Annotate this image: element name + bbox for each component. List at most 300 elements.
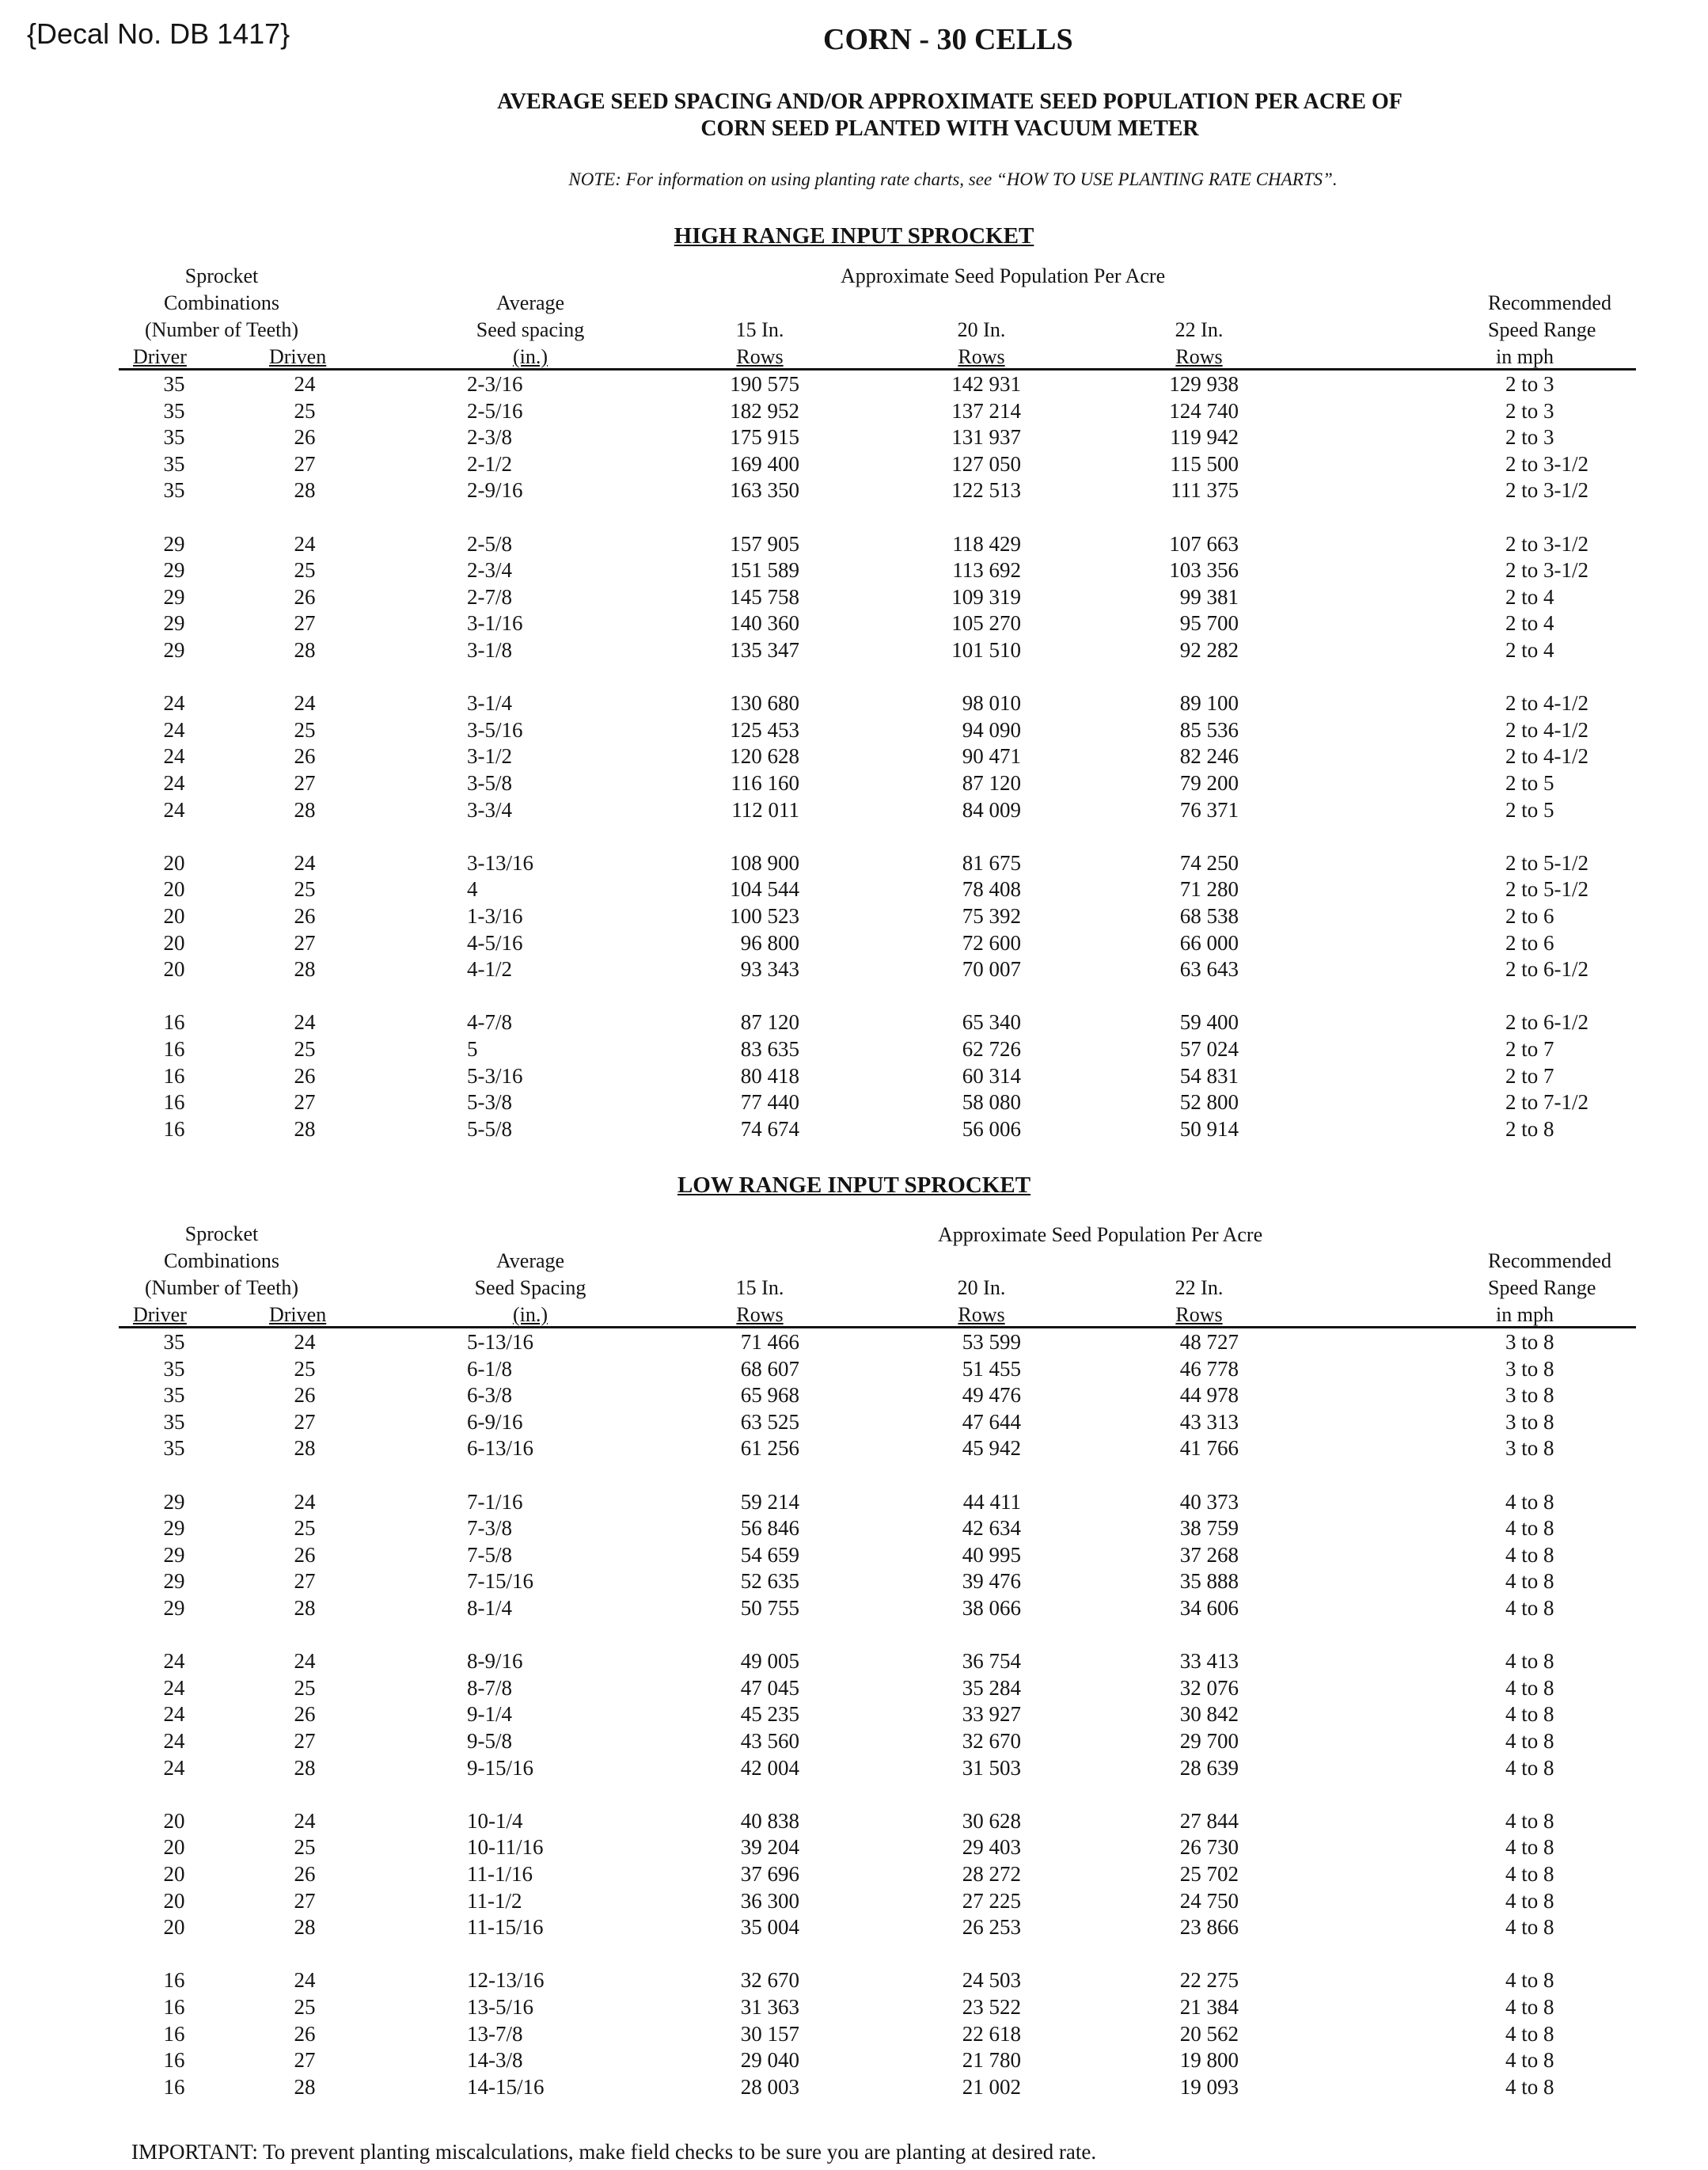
inches-label: (in.) bbox=[512, 345, 548, 368]
rows-22in-cell: 82 246 bbox=[1179, 744, 1239, 769]
driver-cell: 24 bbox=[163, 1675, 185, 1700]
rows-22in-cell: 26 730 bbox=[1179, 1835, 1239, 1860]
rows-22in-cell: 28 639 bbox=[1179, 1755, 1239, 1780]
seed-spacing-cell: 9-5/8 bbox=[467, 1729, 512, 1753]
seed-spacing-cell: 13-7/8 bbox=[467, 2021, 523, 2046]
table-row bbox=[0, 1594, 1708, 1621]
driver-cell: 35 bbox=[163, 478, 185, 503]
rows-20in-cell: 87 120 bbox=[962, 771, 1021, 795]
rows-22in-cell: 124 740 bbox=[1169, 398, 1239, 423]
driven-cell: 25 bbox=[294, 1516, 316, 1541]
speed-range-cell: 4 to 8 bbox=[1505, 1649, 1554, 1674]
high-range-title: HIGH RANGE INPUT SPROCKET bbox=[674, 223, 1034, 249]
rows-label: Rows bbox=[1175, 1303, 1223, 1326]
rows-22in-cell: 40 373 bbox=[1179, 1489, 1239, 1514]
driven-cell: 25 bbox=[294, 558, 316, 583]
rows-15in-cell: 104 544 bbox=[730, 877, 799, 902]
rows-22in-cell: 95 700 bbox=[1179, 611, 1239, 636]
rows-20in-cell: 21 780 bbox=[962, 2048, 1021, 2073]
driven-cell: 26 bbox=[294, 1862, 316, 1886]
combinations-label: Combinations bbox=[164, 1249, 279, 1272]
rows-20in-cell: 75 392 bbox=[962, 904, 1021, 928]
subtitle-line-1: AVERAGE SEED SPACING AND/OR APPROXIMATE SEED POPULATION PER ACRE OF bbox=[497, 89, 1402, 114]
driver-cell: 20 bbox=[163, 850, 185, 875]
rows-22in-cell: 25 702 bbox=[1179, 1862, 1239, 1886]
driver-cell: 24 bbox=[163, 717, 185, 742]
rows-22in-cell: 38 759 bbox=[1179, 1516, 1239, 1541]
rows-22in-cell: 46 778 bbox=[1179, 1356, 1239, 1381]
table-row bbox=[0, 716, 1708, 743]
rows-20in-cell: 60 314 bbox=[962, 1063, 1021, 1088]
driven-cell: 26 bbox=[294, 1383, 316, 1408]
speed-range-cell: 4 to 8 bbox=[1505, 1888, 1554, 1913]
driver-cell: 16 bbox=[163, 2074, 185, 2099]
driver-cell: 35 bbox=[163, 1409, 185, 1434]
rows-20in-cell: 70 007 bbox=[962, 957, 1021, 982]
speed-range-cell: 4 to 8 bbox=[1505, 1995, 1554, 2019]
rows-20in-cell: 137 214 bbox=[951, 398, 1021, 423]
driven-cell: 27 bbox=[294, 451, 316, 476]
seed-spacing-cell: 1-3/16 bbox=[467, 904, 523, 928]
driven-cell: 24 bbox=[294, 1489, 316, 1514]
rows-15in-cell: 56 846 bbox=[740, 1516, 799, 1541]
rows-20in-cell: 90 471 bbox=[962, 744, 1021, 769]
driven-cell: 26 bbox=[294, 1063, 316, 1088]
speed-range-cell: 4 to 8 bbox=[1505, 2074, 1554, 2099]
rows-20in-cell: 33 927 bbox=[962, 1702, 1021, 1727]
rows-20in-cell: 21 002 bbox=[962, 2074, 1021, 2099]
high-spacing-header bbox=[443, 290, 617, 371]
speed-range-cell: 2 to 5 bbox=[1505, 797, 1554, 822]
speed-range-cell: 2 to 6-1/2 bbox=[1505, 1010, 1588, 1035]
inches-label: (in.) bbox=[512, 1303, 548, 1326]
rows-15in-cell: 112 011 bbox=[731, 797, 799, 822]
rows-20in-cell: 30 628 bbox=[962, 1808, 1021, 1833]
driven-cell: 28 bbox=[294, 478, 316, 503]
rows-22in-cell: 48 727 bbox=[1179, 1330, 1239, 1354]
table-row bbox=[0, 1727, 1708, 1754]
rows-20in-cell: 44 411 bbox=[962, 1489, 1021, 1514]
driven-cell: 28 bbox=[294, 797, 316, 822]
rows-15in-cell: 190 575 bbox=[730, 372, 799, 396]
driver-cell: 24 bbox=[163, 691, 185, 716]
rows-20in-cell: 105 270 bbox=[951, 611, 1021, 636]
rows-22in-cell: 20 562 bbox=[1179, 2021, 1239, 2046]
table-row bbox=[0, 1834, 1708, 1860]
table-row bbox=[0, 1541, 1708, 1568]
rows-15in-cell: 130 680 bbox=[730, 691, 799, 716]
rows-20in-cell: 118 429 bbox=[952, 531, 1021, 556]
rows-20in-cell: 84 009 bbox=[962, 797, 1021, 822]
driven-cell: 27 bbox=[294, 1090, 316, 1115]
table-row bbox=[0, 1967, 1708, 1993]
rows-15in-cell: 49 005 bbox=[740, 1649, 799, 1674]
rows-15in-cell: 61 256 bbox=[740, 1436, 799, 1461]
rows-20in-cell: 72 600 bbox=[962, 930, 1021, 955]
table-row bbox=[0, 849, 1708, 876]
rows-20in-cell: 98 010 bbox=[962, 691, 1021, 716]
seed-spacing-cell: 12-13/16 bbox=[467, 1968, 545, 1993]
rows-22in-cell: 32 076 bbox=[1179, 1675, 1239, 1700]
driven-cell: 26 bbox=[294, 1542, 316, 1567]
seed-spacing-cell: 3-1/8 bbox=[467, 638, 512, 662]
speed-range-cell: 4 to 8 bbox=[1505, 1702, 1554, 1727]
rows-20in-cell: 31 503 bbox=[962, 1755, 1021, 1780]
speed-range-cell: 2 to 6 bbox=[1505, 904, 1554, 928]
seed-spacing-cell: 6-3/8 bbox=[467, 1383, 512, 1408]
rows-20in-cell: 28 272 bbox=[962, 1862, 1021, 1886]
seed-spacing-cell: 3-13/16 bbox=[467, 850, 533, 875]
driven-cell: 24 bbox=[294, 1330, 316, 1354]
high-driven-header: Driven bbox=[269, 345, 327, 368]
rows-15in-cell: 59 214 bbox=[740, 1489, 799, 1514]
average-label: Average bbox=[495, 291, 565, 314]
driver-cell: 24 bbox=[163, 1649, 185, 1674]
driver-cell: 35 bbox=[163, 398, 185, 423]
driver-cell: 16 bbox=[163, 1116, 185, 1141]
driver-cell: 20 bbox=[163, 904, 185, 928]
speed-range-cell: 4 to 8 bbox=[1505, 1968, 1554, 1993]
driver-cell: 35 bbox=[163, 372, 185, 396]
low-15in-header bbox=[696, 1275, 823, 1328]
table-row bbox=[0, 1408, 1708, 1435]
table-row bbox=[0, 1993, 1708, 2020]
seed-spacing-cell: 2-7/8 bbox=[467, 584, 512, 609]
rows-label: Rows bbox=[958, 1303, 1005, 1326]
seed-spacing-cell: 8-9/16 bbox=[467, 1649, 523, 1674]
speed-range-cell: 2 to 4 bbox=[1505, 638, 1554, 662]
driver-cell: 16 bbox=[163, 1090, 185, 1115]
rows-15in-cell: 32 670 bbox=[740, 1968, 799, 1993]
table-row bbox=[0, 371, 1708, 397]
rows-label: Rows bbox=[958, 345, 1005, 368]
seed-spacing-cell: 4-7/8 bbox=[467, 1010, 512, 1035]
rows-22in-cell: 59 400 bbox=[1179, 1010, 1239, 1035]
rows-15in-cell: 40 838 bbox=[740, 1808, 799, 1833]
rows-22in-cell: 71 280 bbox=[1179, 877, 1239, 902]
rows-15in-cell: 63 525 bbox=[740, 1409, 799, 1434]
table-row bbox=[0, 1514, 1708, 1541]
driven-cell: 24 bbox=[294, 1010, 316, 1035]
seed-spacing-cell: 6-1/8 bbox=[467, 1356, 512, 1381]
driven-cell: 26 bbox=[294, 904, 316, 928]
subtitle bbox=[427, 89, 1472, 143]
table-row bbox=[0, 450, 1708, 477]
speed-range-cell: 4 to 8 bbox=[1505, 1516, 1554, 1541]
speed-range-cell: 4 to 8 bbox=[1505, 1489, 1554, 1514]
driver-cell: 20 bbox=[163, 957, 185, 982]
seed-spacing-cell: 6-9/16 bbox=[467, 1409, 523, 1434]
speed-range-cell: 4 to 8 bbox=[1505, 1675, 1554, 1700]
rows-22in-cell: 107 663 bbox=[1169, 531, 1239, 556]
driver-cell: 35 bbox=[163, 1330, 185, 1354]
rows-20in-cell: 29 403 bbox=[962, 1835, 1021, 1860]
speed-range-cell: 2 to 3 bbox=[1505, 398, 1554, 423]
driven-cell: 25 bbox=[294, 877, 316, 902]
driver-cell: 20 bbox=[163, 1915, 185, 1940]
driven-cell: 24 bbox=[294, 1968, 316, 1993]
seed-spacing-cell: 6-13/16 bbox=[467, 1436, 533, 1461]
driven-cell: 28 bbox=[294, 1755, 316, 1780]
driven-cell: 25 bbox=[294, 717, 316, 742]
rows-15in-cell: 77 440 bbox=[740, 1090, 799, 1115]
rows-20in-cell: 38 066 bbox=[962, 1596, 1021, 1620]
driver-cell: 16 bbox=[163, 1995, 185, 2019]
seed-spacing-cell: 3-5/16 bbox=[467, 717, 523, 742]
speed-range-cell: 2 to 3 bbox=[1505, 425, 1554, 450]
seed-spacing-cell: 5 bbox=[467, 1037, 478, 1061]
seed-spacing-cell: 3-1/2 bbox=[467, 744, 512, 769]
driven-cell: 28 bbox=[294, 1436, 316, 1461]
speed-range-cell: 2 to 4-1/2 bbox=[1505, 691, 1588, 716]
rows-15in-cell: 120 628 bbox=[730, 744, 799, 769]
rows-15in-cell: 52 635 bbox=[740, 1569, 799, 1594]
low-20in-header bbox=[918, 1275, 1045, 1328]
seed-spacing-cell: 5-5/8 bbox=[467, 1116, 512, 1141]
table-row bbox=[0, 2046, 1708, 2073]
sprocket-label: Sprocket bbox=[184, 264, 259, 287]
table-row bbox=[0, 1674, 1708, 1701]
15in-label: 15 In. bbox=[735, 318, 784, 341]
seed-spacing-cell: 9-1/4 bbox=[467, 1702, 512, 1727]
mph-label: in mph bbox=[1496, 345, 1554, 368]
rows-20in-cell: 51 455 bbox=[962, 1356, 1021, 1381]
rows-22in-cell: 41 766 bbox=[1179, 1436, 1239, 1461]
rows-15in-cell: 65 968 bbox=[740, 1383, 799, 1408]
important-notice: IMPORTANT: To prevent planting miscalculations, make field checks to be sure you are planting at desired rate. bbox=[131, 2140, 1097, 2164]
seed-spacing-cell: 2-3/8 bbox=[467, 425, 512, 450]
seed-spacing-cell: 3-5/8 bbox=[467, 771, 512, 795]
driven-cell: 28 bbox=[294, 1596, 316, 1620]
rows-15in-cell: 83 635 bbox=[740, 1037, 799, 1061]
decal-number: {Decal No. DB 1417} bbox=[27, 17, 290, 50]
rows-15in-cell: 45 235 bbox=[740, 1702, 799, 1727]
rows-22in-cell: 30 842 bbox=[1179, 1702, 1239, 1727]
rows-22in-cell: 21 384 bbox=[1179, 1995, 1239, 2019]
table-row bbox=[0, 1062, 1708, 1089]
driven-cell: 27 bbox=[294, 930, 316, 955]
driver-cell: 20 bbox=[163, 930, 185, 955]
driver-cell: 24 bbox=[163, 1729, 185, 1753]
driver-cell: 16 bbox=[163, 1010, 185, 1035]
driver-cell: 24 bbox=[163, 1755, 185, 1780]
seed-spacing-cell: 9-15/16 bbox=[467, 1755, 533, 1780]
driver-cell: 35 bbox=[163, 425, 185, 450]
rows-15in-cell: 29 040 bbox=[740, 2048, 799, 2073]
table-row bbox=[0, 1036, 1708, 1062]
rows-15in-cell: 108 900 bbox=[730, 850, 799, 875]
driver-cell: 29 bbox=[163, 638, 185, 662]
rows-15in-cell: 31 363 bbox=[740, 1995, 799, 2019]
22in-label: 22 In. bbox=[1175, 318, 1224, 341]
seed-spacing-cell: 14-3/8 bbox=[467, 2048, 523, 2073]
rows-15in-cell: 145 758 bbox=[730, 584, 799, 609]
driven-cell: 24 bbox=[294, 372, 316, 396]
table-row bbox=[0, 424, 1708, 450]
rows-20in-cell: 27 225 bbox=[962, 1888, 1021, 1913]
driver-cell: 20 bbox=[163, 877, 185, 902]
high-approx-population-label: Approximate Seed Population Per Acre bbox=[841, 264, 1166, 287]
table-row bbox=[0, 1381, 1708, 1408]
rows-15in-cell: 30 157 bbox=[740, 2021, 799, 2046]
speed-range-cell: 3 to 8 bbox=[1505, 1330, 1554, 1354]
driven-cell: 26 bbox=[294, 425, 316, 450]
rows-20in-cell: 122 513 bbox=[951, 478, 1021, 503]
driver-cell: 29 bbox=[163, 1596, 185, 1620]
rows-label: Rows bbox=[736, 345, 784, 368]
table-row bbox=[0, 903, 1708, 929]
speed-range-cell: 2 to 7 bbox=[1505, 1037, 1554, 1061]
driven-cell: 25 bbox=[294, 1995, 316, 2019]
seed-spacing-cell: 7-5/8 bbox=[467, 1542, 512, 1567]
rows-20in-cell: 32 670 bbox=[962, 1729, 1021, 1753]
seed-spacing-cell: 2-5/8 bbox=[467, 531, 512, 556]
speed-range-cell: 4 to 8 bbox=[1505, 1755, 1554, 1780]
driver-cell: 16 bbox=[163, 1063, 185, 1088]
rows-15in-cell: 36 300 bbox=[740, 1888, 799, 1913]
rows-22in-cell: 66 000 bbox=[1179, 930, 1239, 955]
table-row bbox=[0, 1754, 1708, 1781]
driven-cell: 25 bbox=[294, 1356, 316, 1381]
rows-label: Rows bbox=[736, 1303, 784, 1326]
table-row bbox=[0, 956, 1708, 982]
driver-cell: 24 bbox=[163, 771, 185, 795]
rows-15in-cell: 35 004 bbox=[740, 1915, 799, 1940]
rows-15in-cell: 140 360 bbox=[730, 611, 799, 636]
table-row bbox=[0, 477, 1708, 504]
driven-cell: 24 bbox=[294, 691, 316, 716]
rows-label: Rows bbox=[1175, 345, 1223, 368]
speed-range-cell: 4 to 8 bbox=[1505, 1542, 1554, 1567]
rows-20in-cell: 131 937 bbox=[951, 425, 1021, 450]
low-spacing-header bbox=[443, 1248, 617, 1328]
driven-cell: 28 bbox=[294, 2074, 316, 2099]
table-row bbox=[0, 397, 1708, 424]
table-row bbox=[0, 743, 1708, 770]
22in-label: 22 In. bbox=[1175, 1276, 1224, 1299]
combinations-label: Combinations bbox=[164, 291, 279, 314]
high-sprocket-header bbox=[111, 263, 332, 344]
rows-22in-cell: 27 844 bbox=[1179, 1808, 1239, 1833]
driver-cell: 35 bbox=[163, 1436, 185, 1461]
table-row bbox=[0, 1860, 1708, 1887]
rows-15in-cell: 135 347 bbox=[730, 638, 799, 662]
rows-22in-cell: 54 831 bbox=[1179, 1063, 1239, 1088]
high-speed-header bbox=[1488, 290, 1611, 371]
driven-cell: 27 bbox=[294, 1409, 316, 1434]
driver-cell: 20 bbox=[163, 1888, 185, 1913]
seed-spacing-cell: 4 bbox=[467, 877, 478, 902]
seed-spacing-cell: 3-1/4 bbox=[467, 691, 512, 716]
driver-cell: 20 bbox=[163, 1862, 185, 1886]
rows-20in-cell: 127 050 bbox=[951, 451, 1021, 476]
table-row bbox=[0, 929, 1708, 956]
driven-cell: 28 bbox=[294, 638, 316, 662]
rows-15in-cell: 163 350 bbox=[730, 478, 799, 503]
seed-spacing-cell: 7-1/16 bbox=[467, 1489, 523, 1514]
rows-20in-cell: 24 503 bbox=[962, 1968, 1021, 1993]
driver-cell: 16 bbox=[163, 1968, 185, 1993]
speed-range-cell: 3 to 8 bbox=[1505, 1356, 1554, 1381]
table-row bbox=[0, 876, 1708, 903]
teeth-label: (Number of Teeth) bbox=[144, 318, 299, 341]
speed-range-cell: 2 to 4 bbox=[1505, 584, 1554, 609]
table-row bbox=[0, 1887, 1708, 1914]
rows-15in-cell: 68 607 bbox=[740, 1356, 799, 1381]
speed-range-cell: 3 to 8 bbox=[1505, 1409, 1554, 1434]
rows-22in-cell: 43 313 bbox=[1179, 1409, 1239, 1434]
rows-15in-cell: 39 204 bbox=[740, 1835, 799, 1860]
table-row bbox=[0, 1647, 1708, 1674]
recommended-label: Recommended bbox=[1488, 291, 1611, 314]
low-sprocket-header bbox=[111, 1221, 332, 1302]
seed-spacing-label: Seed Spacing bbox=[474, 1276, 586, 1299]
driven-cell: 25 bbox=[294, 1835, 316, 1860]
table-row bbox=[0, 637, 1708, 663]
rows-20in-cell: 53 599 bbox=[962, 1330, 1021, 1354]
table-row bbox=[0, 1913, 1708, 1940]
table-row bbox=[0, 1089, 1708, 1115]
speed-range-cell: 2 to 7 bbox=[1505, 1063, 1554, 1088]
rows-22in-cell: 79 200 bbox=[1179, 771, 1239, 795]
speed-range-cell: 2 to 3-1/2 bbox=[1505, 478, 1588, 503]
seed-spacing-cell: 5-3/8 bbox=[467, 1090, 512, 1115]
rows-22in-cell: 24 750 bbox=[1179, 1888, 1239, 1913]
rows-22in-cell: 52 800 bbox=[1179, 1090, 1239, 1115]
driver-cell: 29 bbox=[163, 611, 185, 636]
driven-cell: 26 bbox=[294, 2021, 316, 2046]
rows-15in-cell: 71 466 bbox=[740, 1330, 799, 1354]
rows-15in-cell: 87 120 bbox=[740, 1010, 799, 1035]
driven-cell: 24 bbox=[294, 531, 316, 556]
speed-range-cell: 2 to 4-1/2 bbox=[1505, 744, 1588, 769]
driver-cell: 35 bbox=[163, 451, 185, 476]
rows-22in-cell: 89 100 bbox=[1179, 691, 1239, 716]
rows-22in-cell: 57 024 bbox=[1179, 1037, 1239, 1061]
seed-spacing-cell: 2-9/16 bbox=[467, 478, 523, 503]
seed-spacing-cell: 2-1/2 bbox=[467, 451, 512, 476]
driver-cell: 35 bbox=[163, 1356, 185, 1381]
rows-15in-cell: 93 343 bbox=[740, 957, 799, 982]
table-row bbox=[0, 557, 1708, 583]
driver-cell: 35 bbox=[163, 1383, 185, 1408]
rows-20in-cell: 45 942 bbox=[962, 1436, 1021, 1461]
rows-20in-cell: 49 476 bbox=[962, 1383, 1021, 1408]
high-15in-header bbox=[696, 317, 823, 371]
speed-range-cell: 4 to 8 bbox=[1505, 1915, 1554, 1940]
rows-22in-cell: 22 275 bbox=[1179, 1968, 1239, 1993]
table-row bbox=[0, 1328, 1708, 1355]
driver-cell: 16 bbox=[163, 2048, 185, 2073]
rows-20in-cell: 40 995 bbox=[962, 1542, 1021, 1567]
rows-20in-cell: 101 510 bbox=[951, 638, 1021, 662]
driver-cell: 29 bbox=[163, 1489, 185, 1514]
driven-cell: 26 bbox=[294, 584, 316, 609]
rows-20in-cell: 58 080 bbox=[962, 1090, 1021, 1115]
driver-cell: 24 bbox=[163, 797, 185, 822]
driver-cell: 29 bbox=[163, 1569, 185, 1594]
driver-cell: 24 bbox=[163, 744, 185, 769]
rows-20in-cell: 113 692 bbox=[952, 558, 1021, 583]
seed-spacing-cell: 8-7/8 bbox=[467, 1675, 512, 1700]
subtitle-line-2: CORN SEED PLANTED WITH VACUUM METER bbox=[700, 116, 1199, 141]
table-row bbox=[0, 610, 1708, 637]
page-title: CORN - 30 CELLS bbox=[823, 23, 1073, 56]
rows-22in-cell: 29 700 bbox=[1179, 1729, 1239, 1753]
recommended-label: Recommended bbox=[1488, 1249, 1611, 1272]
driver-cell: 20 bbox=[163, 1835, 185, 1860]
seed-spacing-cell: 10-11/16 bbox=[467, 1835, 544, 1860]
